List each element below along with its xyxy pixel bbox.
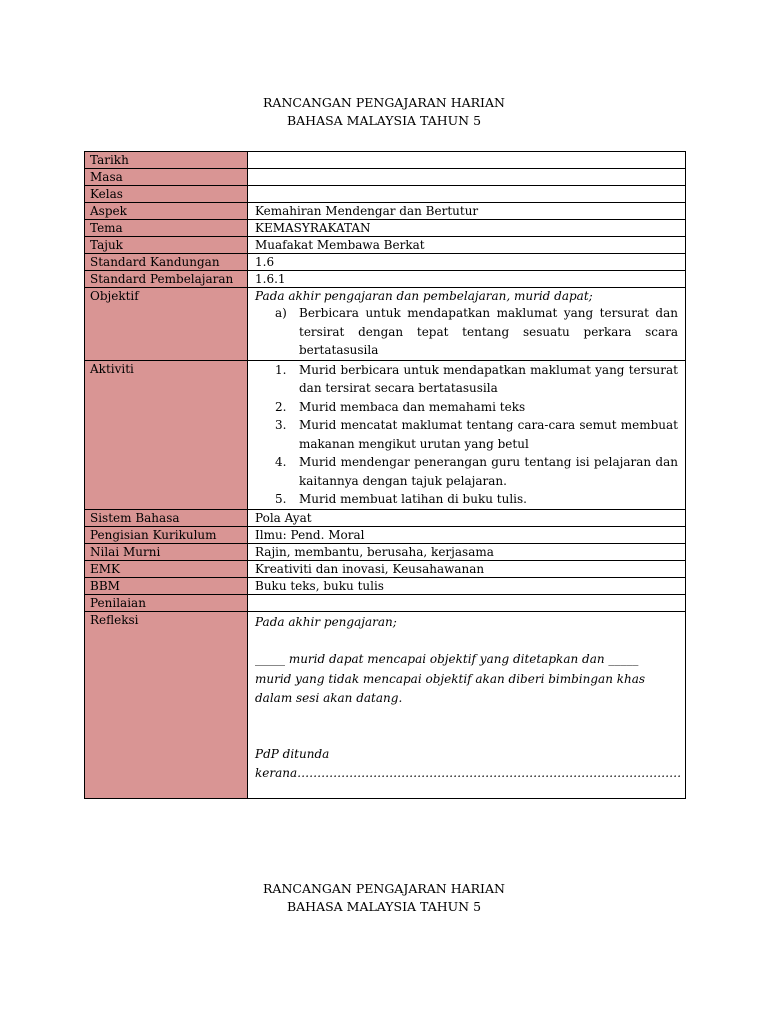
table-row (85, 254, 686, 271)
row-label: Tarikh (85, 152, 248, 169)
row-label: Objektif (85, 288, 248, 361)
list-item-number: a) (275, 306, 287, 320)
aktiviti-cell (248, 360, 686, 509)
refleksi-kerana: kerana…………………………………………………………………………………… (255, 766, 682, 780)
row-value: Buku teks, buku tulis (248, 577, 686, 594)
spacer (255, 632, 678, 650)
row-label: Aktiviti (85, 360, 248, 509)
aktiviti-list (255, 361, 678, 509)
row-value: KEMASYRAKATAN (248, 220, 686, 237)
table-row (85, 220, 686, 237)
list-item-text: Murid membuat latihan di buku tulis. (299, 492, 527, 506)
row-label: Standard Kandungan (85, 254, 248, 271)
row-value: Muafakat Membawa Berkat (248, 237, 686, 254)
list-item-number: 5. (275, 492, 287, 506)
row-value: Ilmu: Pend. Moral (248, 526, 686, 543)
list-item (255, 398, 678, 417)
row-label: Refleksi (85, 611, 248, 798)
list-item (255, 304, 678, 360)
table-row (85, 594, 686, 611)
spacer (255, 709, 678, 745)
list-item-text: Murid mencatat maklumat tentang cara-cara semut membuat makanan mengikut urutan yang betul (299, 418, 678, 451)
table-row (85, 543, 686, 560)
row-label: Standard Pembelajaran (85, 271, 248, 288)
table-row (85, 169, 686, 186)
list-item-number: 2. (275, 399, 287, 414)
table-row (85, 186, 686, 203)
table-row (85, 577, 686, 594)
table-row (85, 203, 686, 220)
table-row (85, 152, 686, 169)
row-label: Aspek (85, 203, 248, 220)
title-line-1: RANCANGAN PENGAJARAN HARIAN (263, 881, 505, 896)
refleksi-cell (248, 611, 686, 798)
row-value: 1.6.1 (248, 271, 686, 288)
row-label: Masa (85, 169, 248, 186)
row-value: Pola Ayat (248, 509, 686, 526)
table-row (85, 271, 686, 288)
document-title (0, 94, 768, 130)
objektif-intro: Pada akhir pengajaran dan pembelajaran, murid dapat; (255, 289, 593, 303)
row-value: Kemahiran Mendengar dan Bertutur (248, 203, 686, 220)
row-label: Nilai Murni (85, 543, 248, 560)
list-item (255, 490, 678, 509)
title-line-2: BAHASA MALAYSIA TAHUN 5 (286, 113, 482, 128)
list-item (255, 416, 678, 453)
row-label: Tema (85, 220, 248, 237)
objektif-cell (248, 288, 686, 361)
row-label: Penilaian (85, 594, 248, 611)
row-value: 1.6 (248, 254, 686, 271)
list-item-number: 1. (275, 362, 287, 377)
table-row (85, 526, 686, 543)
row-value (248, 594, 686, 611)
refleksi-intro: Pada akhir pengajaran; (255, 614, 397, 629)
row-label: Tajuk (85, 237, 248, 254)
table-row (85, 509, 686, 526)
list-item-number: 3. (275, 418, 287, 432)
row-label: Sistem Bahasa (85, 509, 248, 526)
lesson-plan-table (84, 151, 686, 799)
row-value (248, 152, 686, 169)
row-label: BBM (85, 577, 248, 594)
list-item (255, 361, 678, 398)
title-line-1: RANCANGAN PENGAJARAN HARIAN (263, 95, 505, 110)
row-value: Kreativiti dan inovasi, Keusahawanan (248, 560, 686, 577)
list-item-number: 4. (275, 455, 287, 469)
row-value (248, 169, 686, 186)
row-value: Rajin, membantu, berusaha, kerjasama (248, 543, 686, 560)
row-label: EMK (85, 560, 248, 577)
refleksi-pdp: PdP ditunda (255, 746, 330, 761)
table-row-aktiviti (85, 360, 686, 509)
list-item-text: Murid mendengar penerangan guru tentang isi pelajaran dan kaitannya dengan tajuk pelajaran. (299, 455, 678, 488)
list-item-text: Berbicara untuk mendapatkan maklumat yang tersurat dan tersirat dengan tepat tentang sesuatu perkara scara bertatasusila (299, 306, 678, 357)
list-item-text: Murid membaca dan memahami teks (299, 399, 526, 414)
row-value (248, 186, 686, 203)
list-item-text: Murid berbicara untuk mendapatkan maklumat yang tersurat dan tersirat secara bertatasusila (299, 362, 678, 395)
table-row (85, 560, 686, 577)
document-title-next-page (0, 880, 768, 916)
list-item (255, 453, 678, 490)
table-row-objektif (85, 288, 686, 361)
table-row (85, 237, 686, 254)
row-label: Pengisian Kurikulum (85, 526, 248, 543)
row-label: Kelas (85, 186, 248, 203)
table-row-refleksi (85, 611, 686, 798)
refleksi-body: _____ murid dapat mencapai objektif yang ditetapkan dan _____ murid yang tidak mencapai objektif akan diberi bimbingan khas dalam sesi akan datang. (255, 652, 646, 705)
objektif-list (255, 304, 678, 360)
title-line-2: BAHASA MALAYSIA TAHUN 5 (286, 899, 482, 914)
